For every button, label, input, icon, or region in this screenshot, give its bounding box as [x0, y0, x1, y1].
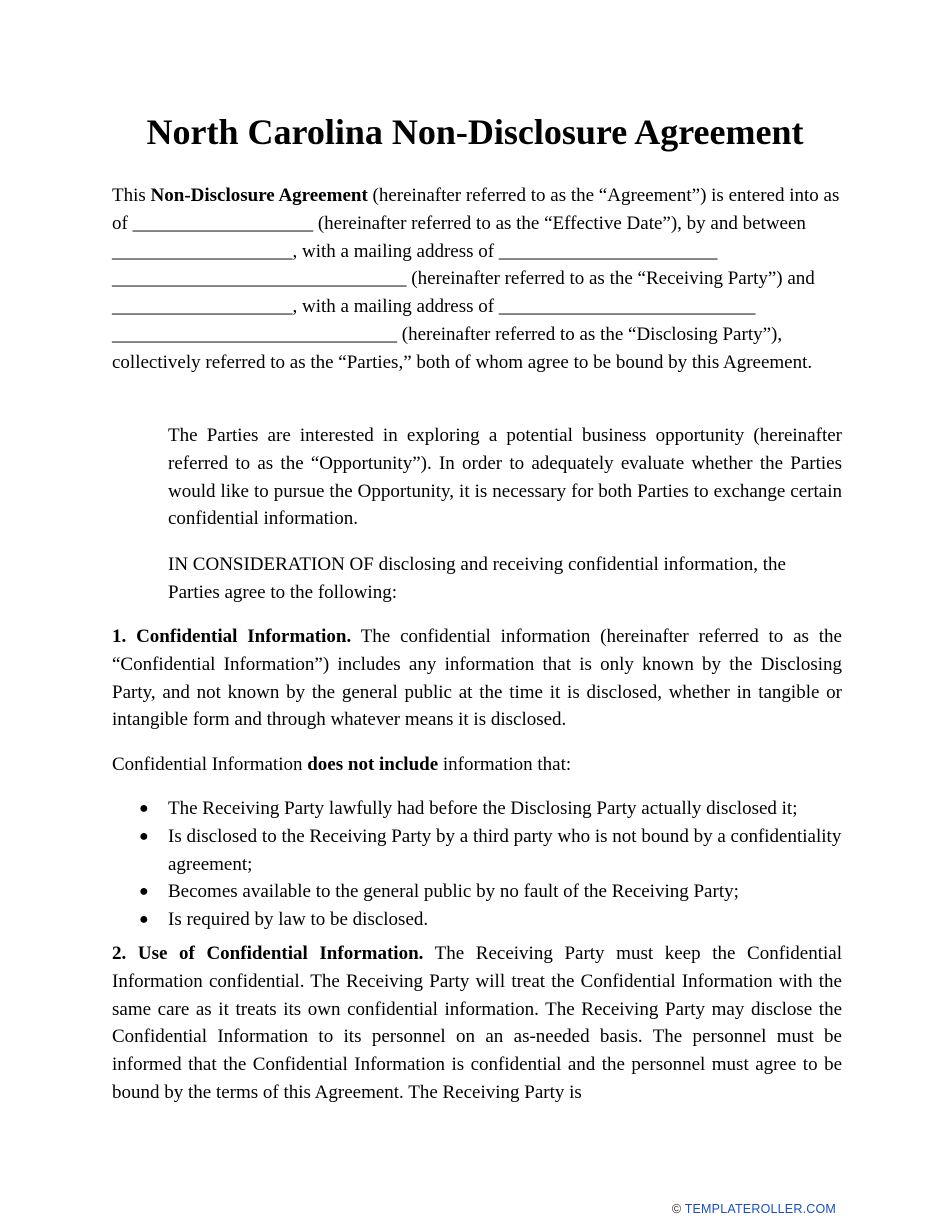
footer-credit[interactable]: [672, 1202, 836, 1216]
exclusions-lead-pre: Confidential Information: [112, 754, 308, 775]
section-2-text: The Receiving Party must keep the Confidential Information confidential. The Receiving Party will treat the Confidential Information with the same care as it treats its own confidential information. The Receiving Party may disclose the Confidential Information to its personnel on an as-needed basis. The personnel must be informed that the Confidential Information is confidential and the personnel must agree to be bound by the terms of this Agreement. The Receiving Party is: [112, 943, 842, 1103]
section-1-heading: 1. Confidential Information.: [112, 626, 352, 647]
exclusions-lead: [112, 751, 842, 779]
intro-bold-term: Non-Disclosure Agreement: [150, 185, 368, 206]
list-item-text: Is required by law to be disclosed.: [168, 909, 429, 931]
section-1-paragraph: [112, 623, 842, 734]
list-item: [112, 906, 842, 934]
footer-site-link[interactable]: TEMPLATEROLLER.COM: [684, 1202, 836, 1216]
section-2-heading: 2. Use of Confidential Information.: [112, 943, 424, 964]
list-item-text: Becomes available to the general public by no fault of the Receiving Party;: [168, 881, 739, 903]
bullet-icon: ●: [139, 883, 149, 901]
list-item-text: Is disclosed to the Receiving Party by a third party who is not bound by a confidentiality agreement;: [168, 825, 842, 875]
list-item-text: The Receiving Party lawfully had before the Disclosing Party actually disclosed it;: [168, 798, 798, 819]
bullet-icon: ●: [139, 800, 149, 817]
consideration-paragraph: IN CONSIDERATION OF disclosing and receiving confidential information, the Parties agree to the following:: [168, 554, 786, 603]
intro-text-start: This: [112, 185, 151, 206]
exclusions-lead-bold: does not include: [307, 754, 439, 775]
document-title: North Carolina Non-Disclosure Agreement: [146, 112, 804, 152]
copyright-icon: ©: [671, 1202, 682, 1216]
intro-paragraph: [112, 182, 842, 377]
opportunity-paragraph: The Parties are interested in exploring a potential business opportunity (hereinafter referred to as the “Opportunity”). In order to adequately evaluate whether the Parties would like to pursue the Opportunity, it is necessary for both Parties to exchange certain confidential information.: [168, 425, 842, 530]
list-item: [112, 878, 842, 906]
bullet-icon: ●: [139, 911, 149, 929]
exclusions-list: [112, 795, 842, 934]
exclusions-lead-post: information that:: [438, 754, 572, 775]
section-2-paragraph: [112, 940, 842, 1107]
section-1-text: The confidential information (hereinafter referred to as the “Confidential Information”) includes any information that is only known by the Disclosing Party, and not known by the general public at the time it is disclosed, whether in tangible or intangible form and through whatever means it is disclosed.: [112, 626, 842, 731]
list-item: [112, 823, 842, 879]
list-item: [112, 795, 842, 823]
intro-text-rest: (hereinafter referred to as the “Agreement”) is entered into as of ___________________ (hereinafter referred to as the “Effective Date”), by and between ___________________, with a mailing address of _______________________ _______________________________ (hereinafter referred to as the “Receiving Party”) and ___________________, with a mailing address of ___________________________ ______________________________ (hereinafter referred to as the “Disclosing Party”), collectively referred to as the “Parties,” both of whom agree to be bound by this Agreement.: [112, 185, 840, 373]
bullet-icon: ●: [139, 827, 149, 845]
